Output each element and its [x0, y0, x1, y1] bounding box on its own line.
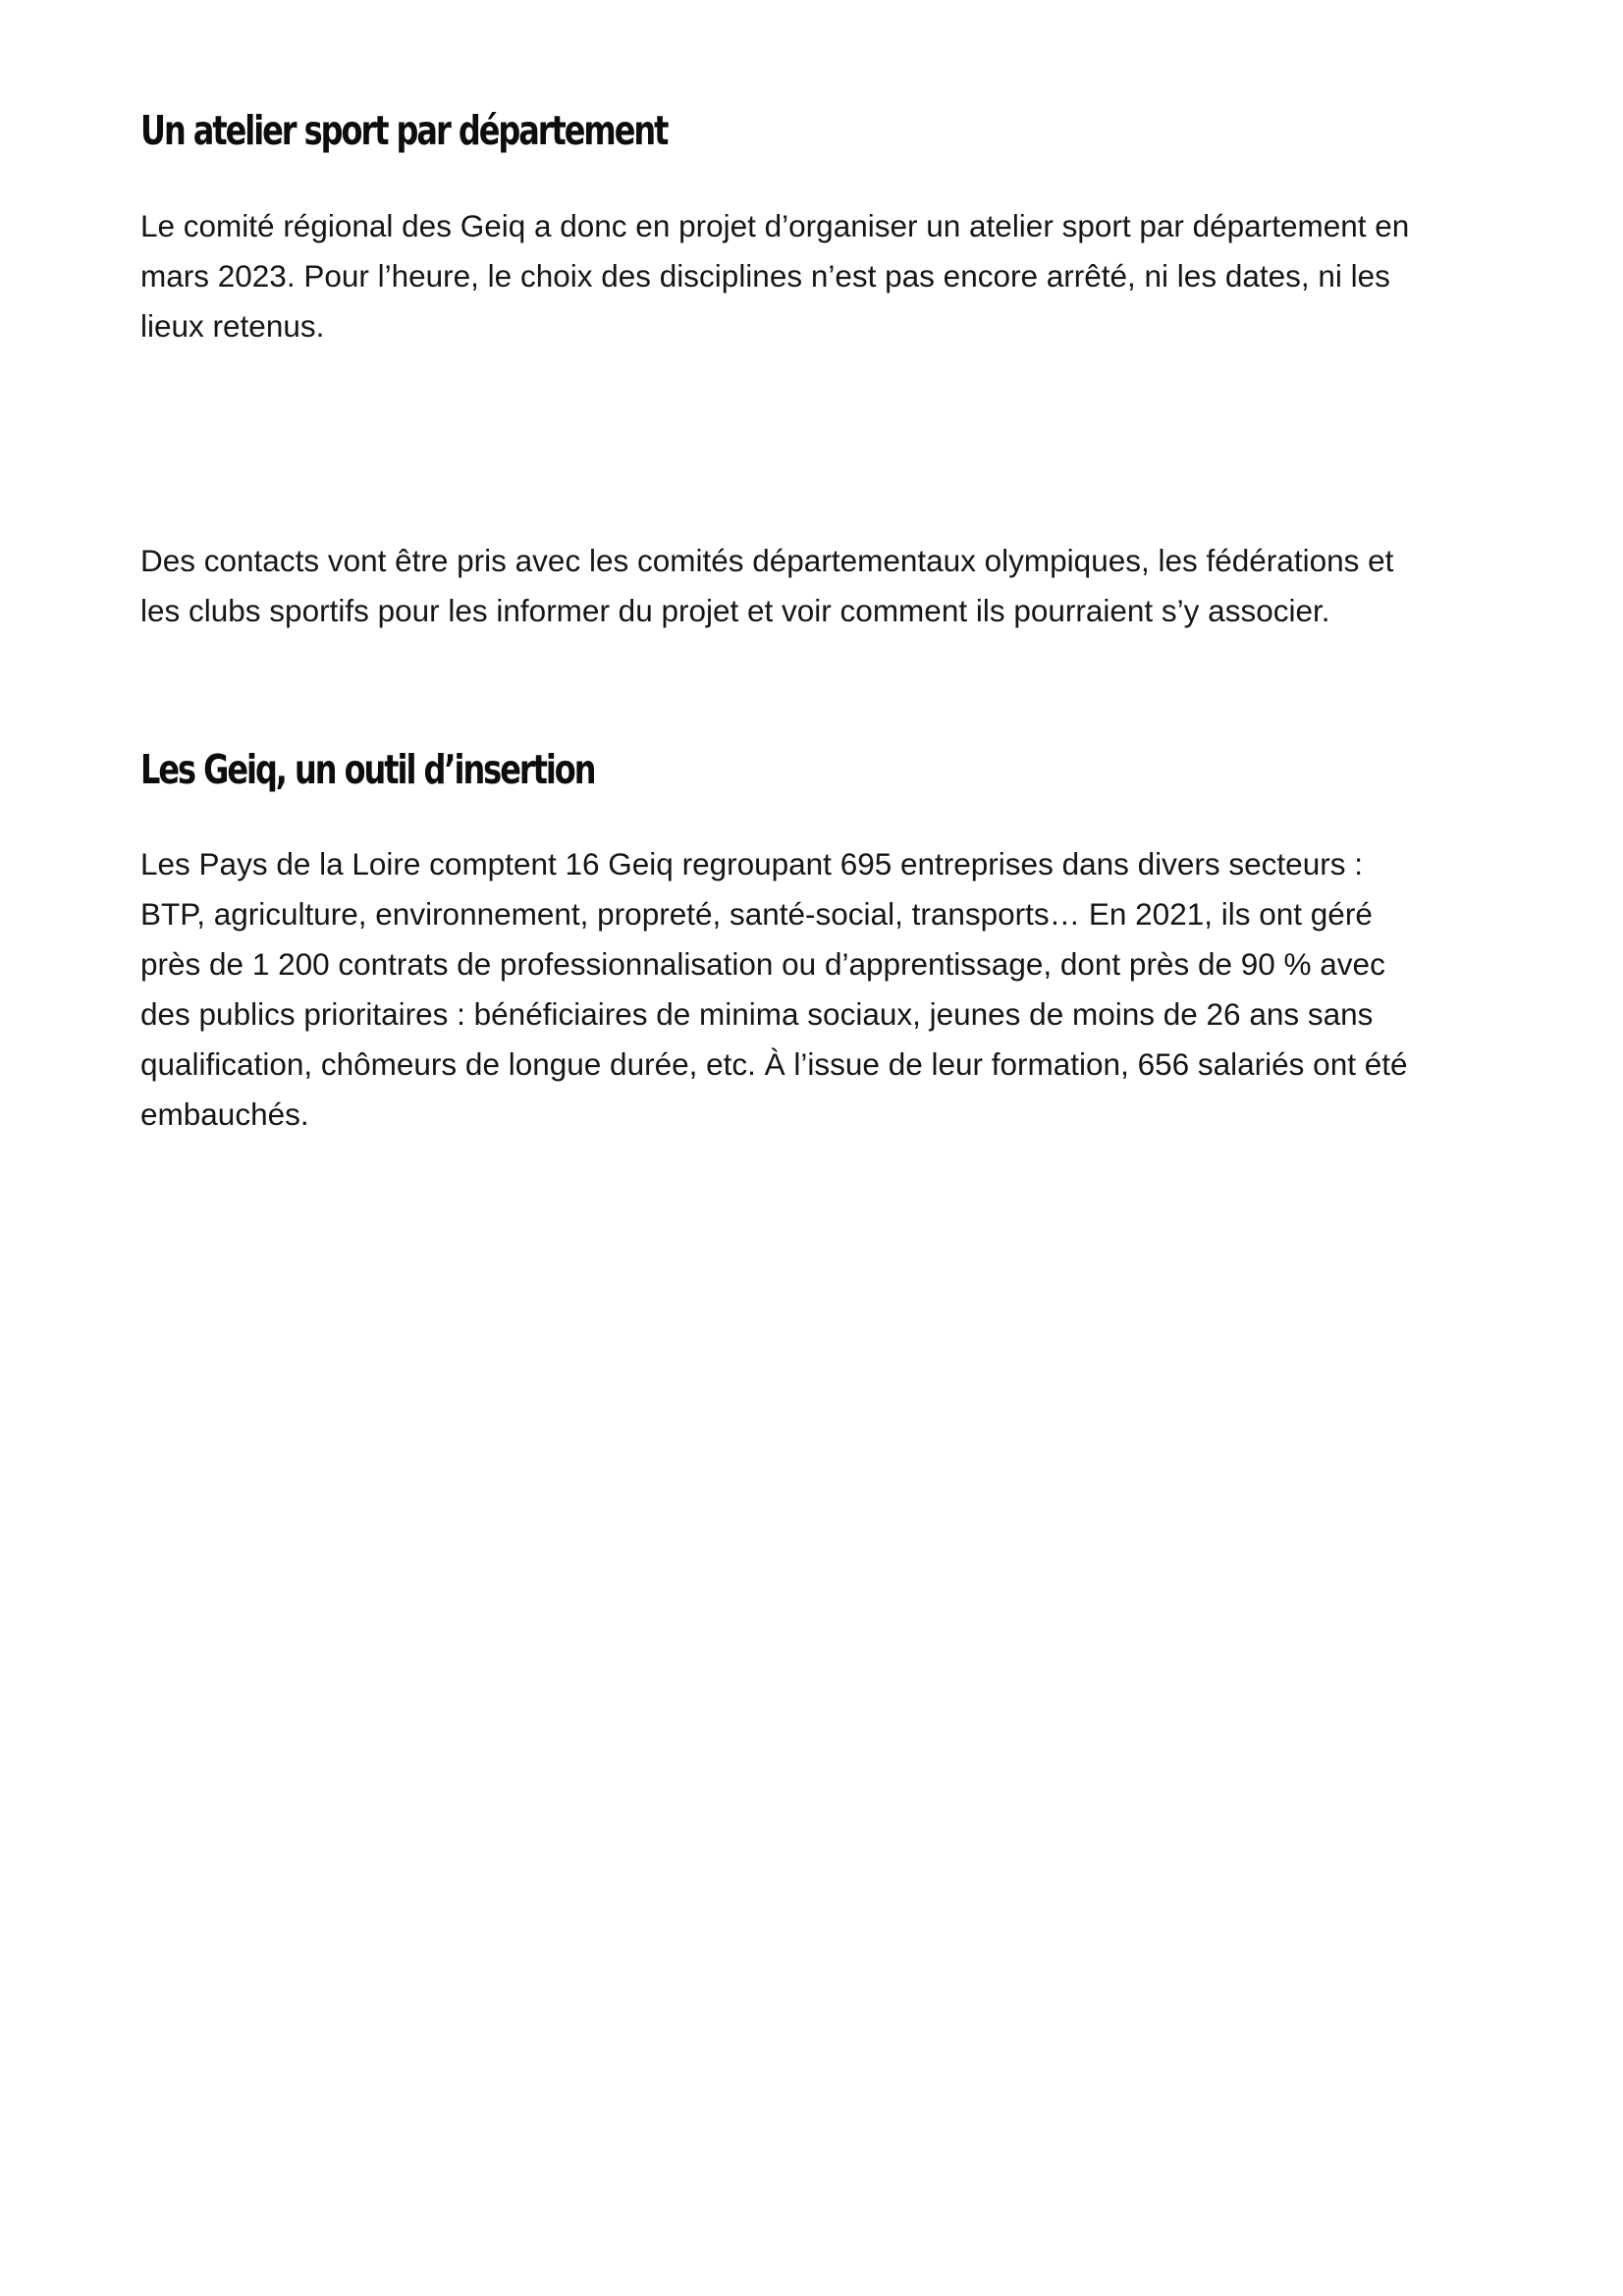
paragraph-line: embauchés. — [140, 1096, 309, 1132]
paragraph-atelier-projet — [140, 201, 1505, 351]
paragraph-line: lieux retenus. — [140, 308, 325, 344]
paragraph-geiq-pays-de-la-loire — [140, 839, 1505, 1140]
paragraph-line: mars 2023. Pour l’heure, le choix des disciplines n’est pas encore arrêté, ni les dates, ni les — [140, 258, 1390, 294]
paragraph-contacts — [140, 536, 1505, 636]
paragraph-line: Des contacts vont être pris avec les comités départementaux olympiques, les fédérations et — [140, 543, 1394, 578]
paragraph-line: les clubs sportifs pour les informer du projet et voir comment ils pourraient s’y associer. — [140, 593, 1330, 628]
section-heading-atelier-sport: Un atelier sport par département — [140, 107, 668, 154]
section-heading-geiq-insertion: Les Geiq, un outil d’insertion — [140, 746, 595, 793]
paragraph-line: Le comité régional des Geiq a donc en projet d’organiser un atelier sport par département en — [140, 208, 1410, 243]
paragraph-line: qualification, chômeurs de longue durée, etc. À l’issue de leur formation, 656 salariés ont été — [140, 1046, 1408, 1082]
paragraph-line: près de 1 200 contrats de professionnalisation ou d’apprentissage, dont près de 90 % avec — [140, 946, 1385, 982]
paragraph-line: Les Pays de la Loire comptent 16 Geiq regroupant 695 entreprises dans divers secteurs : — [140, 846, 1363, 881]
paragraph-line: des publics prioritaires : bénéficiaires de minima sociaux, jeunes de moins de 26 ans sans — [140, 996, 1374, 1032]
paragraph-line: BTP, agriculture, environnement, propreté, santé-social, transports… En 2021, ils ont géré — [140, 896, 1373, 932]
